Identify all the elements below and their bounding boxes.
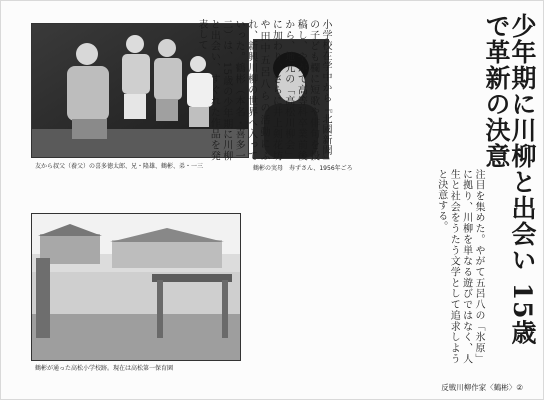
article-body-bottom: 注目を集めた。やがて五呂八の「氷原」に拠り、川柳を単なる遊びではなく、人生と社会をうたう文学として追求しようと決意する。 [435,169,484,364]
series-label: 反戦川柳作家〈鶴彬〉② [441,383,523,392]
article-body-top: 小学校在学中から『北國新聞』の子ども欄に短歌や俳句を投稿し、やがて高等科卒業前後から、地元の「高松川柳会」に加わり、さらに井上剣花坊や田中五呂八らの活動にふれ、新興川柳の世界へ入っていった。鶴彬（本名・喜多一二）は、15歳の少年期に川柳と出会い、すぐれた作品を発表して [195,19,331,161]
family-photo-caption: 友から叔父（養父）の喜多徳太郎、兄・隆雄、鶴彬、弟・一三 [35,163,204,170]
school-site-photo [31,213,241,361]
school-site-caption: 鶴彬が通った高松小学校跡。現在は高松第一保育園 [35,365,174,372]
mother-portrait-caption: 鶴彬の実母 寿ずさん、1956年ごろ [253,165,353,172]
headline: 少年期に川柳と出会い 15歳で革新の決意 [482,13,537,346]
